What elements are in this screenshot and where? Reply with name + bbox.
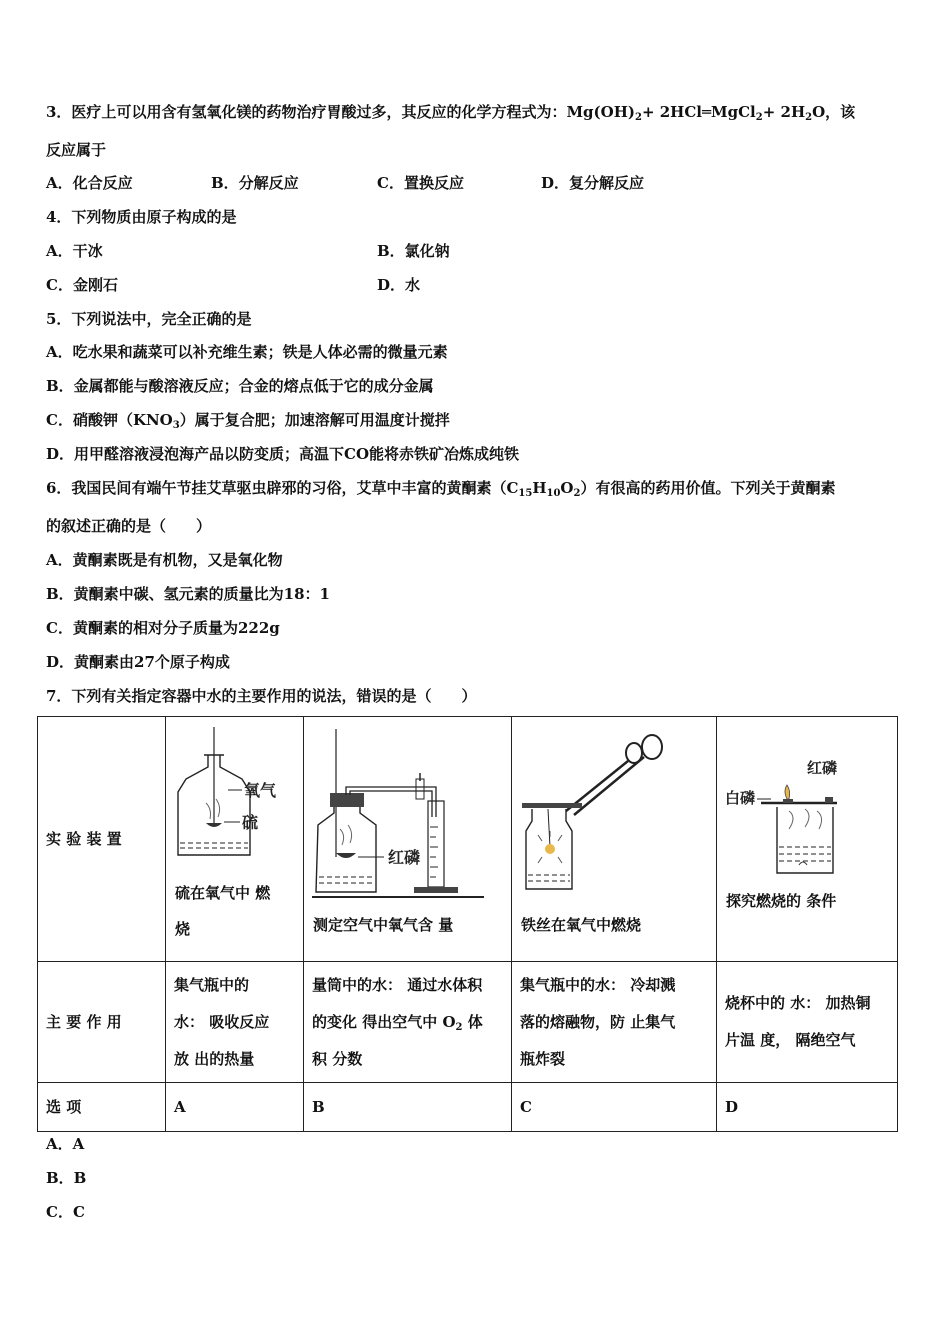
q5-option-c: C．硝酸钾$(KNO_3)$属于复合肥；加速溶解可用温度计搅拌 (46, 411, 450, 431)
q6-option-d: D．黄酮素由27个原子构成 (46, 653, 230, 671)
row-label-role: 主 要 作 用 (38, 962, 166, 1083)
label-white-phosphorus: 白磷 (725, 789, 756, 807)
q3-option-b: B．分解反应 (211, 174, 299, 192)
caption-a: 硫在氧气中 燃 烧 (175, 884, 271, 938)
q7-answer-a: A．A (46, 1135, 85, 1153)
q4-stem: 4．下列物质由原子构成的是 (46, 208, 237, 226)
q4-option-c: C．金刚石 (46, 276, 118, 294)
choice-a: A (166, 1083, 304, 1132)
q7-answer-c: C．C (46, 1203, 85, 1221)
label-red-phosphorus-short: 红磷 (807, 759, 838, 777)
sulfur-oxygen-apparatus-icon (166, 717, 303, 867)
cell-apparatus-b (304, 717, 512, 962)
q6-stem-line1: 6．我国民间有端午节挂艾草驱虫辟邪的习俗，艾草中丰富的黄酮素$(C_{15}H_{10}O_2)$有很高的药用价值。下列关于黄酮素 (46, 479, 836, 499)
q5-stem: 5．下列说法中，完全正确的是 (46, 310, 252, 328)
cell-apparatus-c (512, 717, 717, 962)
label-oxygen: 氧气 (244, 781, 277, 800)
q6-option-c: C．黄酮素的相对分子质量为222g (46, 619, 280, 637)
table-row-role (38, 962, 898, 1083)
combustion-conditions-apparatus-icon (717, 717, 897, 887)
q6-option-a: A．黄酮素既是有机物，又是氧化物 (46, 551, 283, 569)
q3-stem-line1: 3．医疗上可以用含有氢氧化镁的药物治疗胃酸过多，其反应的化学方程式为：$Mg(OH)_2+$ 2HCl═MgCl$_2$+ $2H_2O$，该 (46, 103, 856, 123)
role-c: 集气瓶中的水： 冷却溅 落的熔融物，防 止集气 瓶炸裂 (512, 962, 717, 1083)
q4-option-a: A．干冰 (46, 242, 103, 260)
choice-d: D (717, 1083, 898, 1132)
q7-stem: 7．下列有关指定容器中水的主要作用的说法，错误的是（ ） (46, 687, 477, 705)
q6-option-b: B．黄酮素中碳、氢元素的质量比为18：1 (46, 585, 330, 603)
cell-apparatus-d (717, 717, 898, 962)
choice-c: C (512, 1083, 717, 1132)
role-b: 量筒中的水： 通过水体积 的变化 得出空气中 $O_2$ 体 积 分数 (304, 962, 512, 1083)
red-phosphorus-apparatus-icon (304, 717, 510, 907)
q4-option-d: D．水 (377, 276, 421, 294)
table-row-choice (38, 1083, 898, 1132)
role-a: 集气瓶中的 水： 吸收反应 放 出的热量 (166, 962, 304, 1083)
q5-option-a: A．吃水果和蔬菜可以补充维生素；铁是人体必需的微量元素 (46, 343, 448, 361)
iron-wire-apparatus-icon (512, 717, 716, 897)
q3-option-c: C．置换反应 (377, 174, 464, 192)
experiment-table (37, 716, 898, 1132)
caption-c: 铁丝在氧气中燃烧 (521, 916, 642, 934)
row-label-apparatus: 实 验 装 置 (38, 717, 166, 962)
label-red-phosphorus: 红磷 (388, 848, 421, 867)
table-row-apparatus (38, 717, 898, 962)
q3-stem-line2: 反应属于 (46, 141, 107, 159)
q3-option-d: D．复分解反应 (541, 174, 645, 192)
cell-apparatus-a (166, 717, 304, 962)
row-label-choice: 选 项 (38, 1083, 166, 1132)
label-sulfur: 硫 (242, 813, 259, 832)
q6-stem-line2: 的叙述正确的是（ ） (46, 517, 212, 535)
q5-option-d: D．用甲醛溶液浸泡海产品以防变质；高温下CO能将赤铁矿冶炼成纯铁 (46, 445, 520, 463)
q5-option-b: B．金属都能与酸溶液反应；合金的熔点低于它的成分金属 (46, 377, 434, 395)
role-d: 烧杯中的 水： 加热铜 片温 度， 隔绝空气 (717, 962, 898, 1083)
caption-b: 测定空气中氧气含 量 (313, 916, 454, 934)
q7-answer-b: B．B (46, 1169, 87, 1187)
caption-d: 探究燃烧的 条件 (726, 892, 837, 910)
q3-option-a: A．化合反应 (46, 174, 133, 192)
q4-option-b: B．氯化钠 (377, 242, 450, 260)
choice-b: B (304, 1083, 512, 1132)
